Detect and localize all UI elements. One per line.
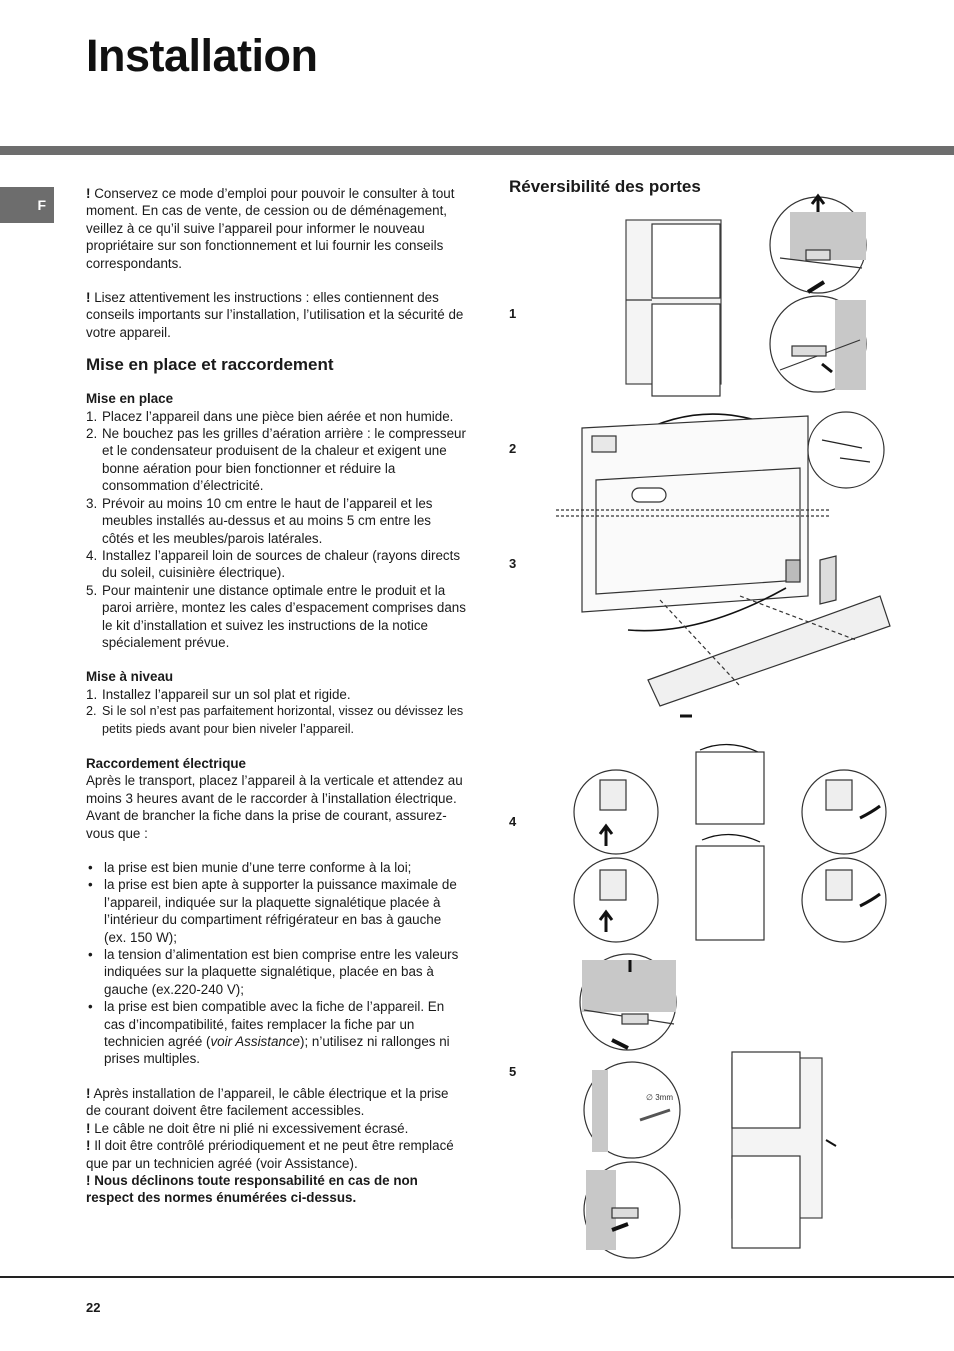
step-number-3: 3 <box>509 556 517 571</box>
list-item: • la tension d’alimentation est bien comprise entre les valeurs indiquées sur la plaquette signalétique, placée en bas à gauche (ex.220-240 V); <box>86 946 466 998</box>
raccordement-intro: Après le transport, placez l’appareil à la verticale et attendez au moins 3 heures avant de le raccorder à l’installation électrique. Avant de brancher la fiche dans la prise de courant, assurez-vous que : <box>86 773 463 841</box>
warning-mark: ! <box>86 186 91 201</box>
reversibility-heading: Réversibilité des portes <box>509 177 701 196</box>
step-2-3-figure <box>556 412 890 716</box>
disclaimer: ! Nous déclinons toute responsabilité en cas de non respect des normes énumérées ci-dessus. <box>86 1172 418 1206</box>
step-number-2: 2 <box>509 441 517 456</box>
footer-rule <box>0 1276 954 1278</box>
mise-en-place-heading: Mise en place <box>86 391 174 407</box>
measure-label: ∅ 3mm <box>646 1093 673 1102</box>
door-reversal-illustration <box>540 185 894 1267</box>
list-item: 4. Installez l’appareil loin de sources de chaleur (rayons directs du soleil, cuisinière électrique). <box>86 547 461 581</box>
requirements-list <box>86 859 466 1068</box>
raccordement-heading: Raccordement électrique <box>86 755 247 771</box>
list-item: 2. Si le sol n’est pas parfaitement horizontal, vissez ou dévissez les petits pieds avant pour bien niveler l’appareil. <box>86 704 464 736</box>
list-item: 3. Prévoir au moins 10 cm entre le haut de l’appareil et les meubles installés au-dessus et au moins 5 cm entre les côtés et les meubles/parois latérales. <box>86 495 433 546</box>
mise-a-niveau-list <box>86 686 466 738</box>
step-number-5: 5 <box>509 1064 517 1079</box>
mise-a-niveau-heading: Mise à niveau <box>86 669 174 685</box>
step-4-figure <box>574 744 886 942</box>
page-number: 22 <box>86 1300 101 1315</box>
intro-paragraph-2 <box>86 289 466 341</box>
step-number-4: 4 <box>509 814 517 829</box>
step-1-figure <box>626 196 866 396</box>
list-item: • la prise est bien apte à supporter la puissance maximale de l’appareil, indiquée sur la plaquette signalétique placée à l’intérieur du compartiment réfrigérateur en bas à gauche (ex. 150 W); <box>86 876 466 946</box>
list-item: 1. Installez l’appareil sur un sol plat et rigide. <box>86 686 351 702</box>
page-title: Installation <box>86 30 318 81</box>
mise-en-place-list <box>86 408 466 652</box>
list-item: 1. Placez l’appareil dans une pièce bien aérée et non humide. <box>86 408 454 424</box>
intro-text-2: Lisez attentivement les instructions : elles contiennent des conseils importants sur l’installation, l’utilisation et la sécurité de votre appareil. <box>86 290 464 340</box>
warning-line: ! Il doit être contrôlé prériodiquement et ne peut être remplacé que par un technicien agréé (voir Assistance). <box>86 1138 454 1171</box>
list-item: • la prise est bien compatible avec la fiche de l’appareil. En cas d’incompatibilité, faites remplacer la fiche par un technicien agréé (voir Assistance); n’utilisez ni rallonges ni prises multiples. <box>86 998 466 1068</box>
left-column <box>86 185 466 1207</box>
intro-text-1: Conservez ce mode d’emploi pour pouvoir le consulter à tout moment. En cas de vente, de cession ou de déménagement, veillez à ce qu’il suive l’appareil pour informer le nouveau propriétaire sur son fonctionnement et lui fournir les conseils correspondants. <box>86 186 455 271</box>
list-item: 2. Ne bouchez pas les grilles d’aération arrière : le compresseur et le condensateur produisent de la chaleur et exigent une bonne aération pour bien fonctionner et réduire la consommation d’électricité. <box>86 426 466 494</box>
language-tab: F <box>0 187 54 223</box>
header-rule <box>0 146 954 155</box>
warning-line: ! Le câble ne doit être ni plié ni excessivement écrasé. <box>86 1120 409 1136</box>
warning-line: ! Après installation de l’appareil, le câble électrique et la prise de courant doivent être facilement accessibles. <box>86 1085 449 1119</box>
list-item: 5. Pour maintenir une distance optimale entre le produit et la paroi arrière, montez les cales d’espacement comprises dans le kit d’installation et suivez les instructions de la notice spécialement prévue. <box>86 582 466 650</box>
placement-heading: Mise en place et raccordement <box>86 355 334 375</box>
step-5-figure <box>580 954 836 1258</box>
step-number-1: 1 <box>509 306 517 321</box>
warning-mark: ! <box>86 290 91 306</box>
intro-paragraph-1 <box>86 185 466 272</box>
list-item: • la prise est bien munie d’une terre conforme à la loi; <box>86 859 466 876</box>
